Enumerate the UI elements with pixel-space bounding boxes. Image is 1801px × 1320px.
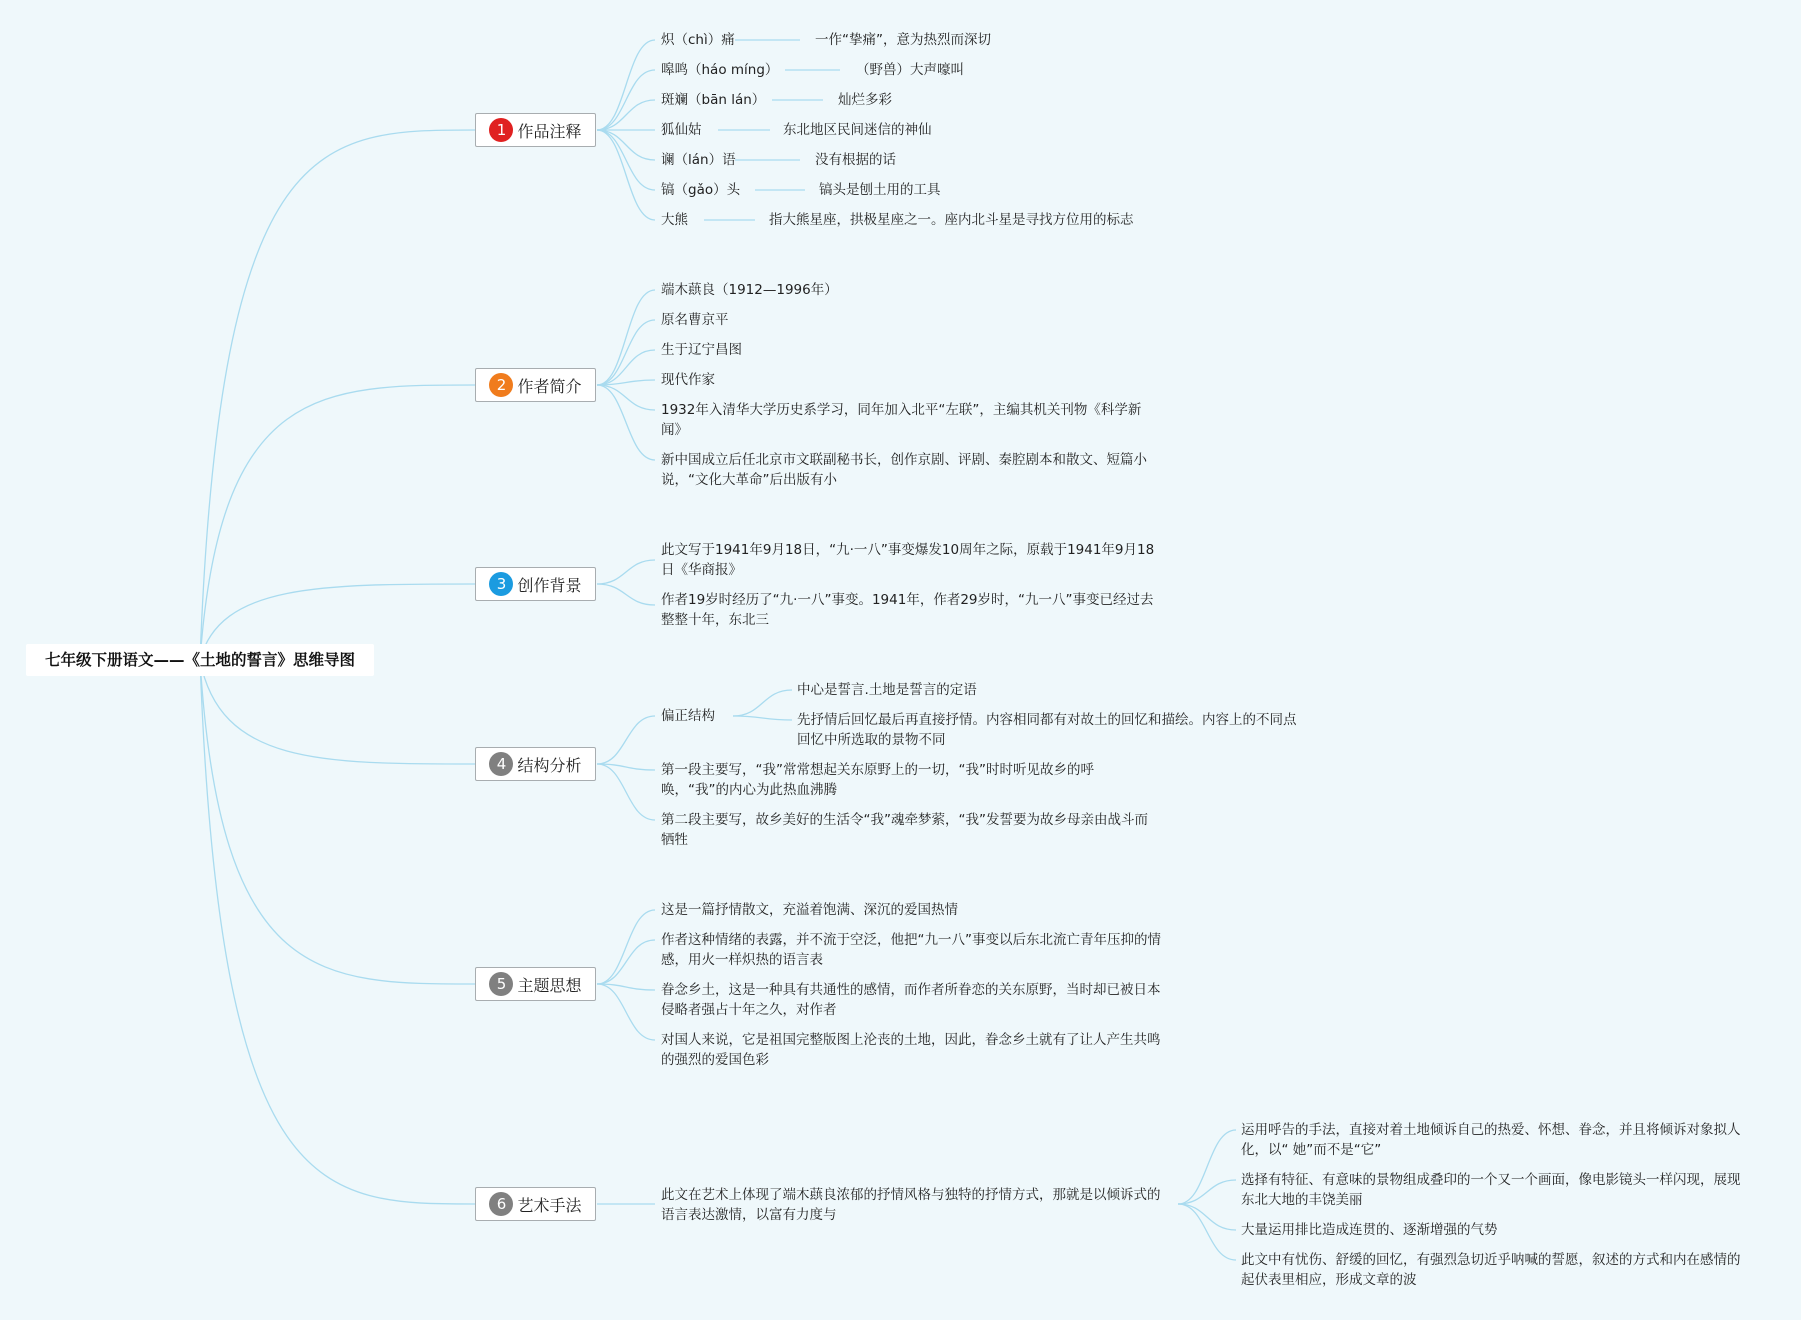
- author-link: [597, 320, 655, 385]
- technique-sub-link: [1178, 1180, 1236, 1204]
- theme-link: [597, 910, 655, 984]
- structure-sub-topic[interactable]: 偏正结构: [661, 708, 715, 724]
- author-link: [597, 385, 655, 410]
- term-lanyu[interactable]: 谰（lán）语: [661, 152, 736, 168]
- annotation-link: [597, 130, 655, 160]
- branch-label: 结构分析: [517, 755, 582, 775]
- term-daxiong[interactable]: 大熊: [661, 212, 688, 228]
- branch-label: 作者简介: [517, 376, 582, 396]
- theme-item[interactable]: 眷念乡土，这是一种具有共通性的感情，而作者所眷恋的关东原野，当时却已被日本侵略者强占十年之久，对作者: [661, 982, 1161, 1018]
- def-haoming[interactable]: （野兽）大声嚎叫: [856, 62, 964, 78]
- technique-item[interactable]: 选择有特征、有意味的景物组成叠印的一个又一个画面，像电影镜头一样闪现，展现东北大地的丰饶美丽: [1241, 1172, 1741, 1208]
- def-banlan[interactable]: 灿烂多彩: [838, 92, 892, 108]
- branch-structure[interactable]: [475, 747, 596, 781]
- technique-item[interactable]: 大量运用排比造成连贯的、逐渐增强的气势: [1241, 1222, 1498, 1238]
- technique-sub-link: [1178, 1130, 1236, 1204]
- author-link: [597, 290, 655, 385]
- technique-item[interactable]: 此文中有忧伤、舒缓的回忆，有强烈急切近乎呐喊的誓愿，叙述的方式和内在感情的起伏表里相应，形成文章的波: [1241, 1252, 1741, 1288]
- badge-3: 3: [489, 572, 513, 596]
- badge-4: 4: [489, 752, 513, 776]
- branch-label: 创作背景: [517, 575, 582, 595]
- annotation-link: [597, 130, 655, 220]
- theme-item[interactable]: 作者这种情绪的表露，并不流于空泛，他把“九一八”事变以后东北流亡青年压抑的情感，用火一样炽热的语言表: [661, 932, 1161, 968]
- theme-item[interactable]: 这是一篇抒情散文，充溢着饱满、深沉的爱国热情: [661, 902, 958, 918]
- structure-sub-item[interactable]: 中心是誓言.土地是誓言的定语: [797, 682, 977, 698]
- annotation-link: [597, 100, 655, 130]
- structure-link: [597, 764, 655, 820]
- theme-item[interactable]: 对国人来说，它是祖国完整版图上沦丧的土地，因此，眷念乡土就有了让人产生共鸣的强烈的爱国色彩: [661, 1032, 1161, 1068]
- author-item[interactable]: 1932年入清华大学历史系学习，同年加入北平“左联”，主编其机关刊物《科学新闻》: [661, 402, 1142, 438]
- branch-label: 作品注释: [517, 121, 582, 141]
- author-item[interactable]: 端木蕻良（1912—1996年）: [661, 282, 838, 298]
- technique-sub-link: [1178, 1204, 1236, 1230]
- branch-theme[interactable]: [475, 967, 596, 1001]
- def-daxiong[interactable]: 指大熊星座，拱极星座之一。座内北斗星是寻找方位用的标志: [769, 212, 1134, 228]
- structure-sub-link: [733, 716, 792, 720]
- term-chitong[interactable]: 炽（chì）痛: [661, 32, 735, 48]
- root-link: [200, 660, 475, 1204]
- def-huxiangu[interactable]: 东北地区民间迷信的神仙: [783, 122, 932, 138]
- root-link: [200, 130, 475, 660]
- structure-item[interactable]: 第二段主要写，故乡美好的生活令“我”魂牵梦萦，“我”发誓要为故乡母亲由战斗而牺牲: [661, 812, 1148, 848]
- technique-sub-link: [1178, 1204, 1236, 1260]
- branch-label: 主题思想: [517, 975, 582, 995]
- term-huxiangu[interactable]: 狐仙姑: [661, 122, 702, 138]
- def-lanyu[interactable]: 没有根据的话: [815, 152, 896, 168]
- term-gaotou[interactable]: 镐（gǎo）头: [661, 182, 741, 198]
- author-link: [597, 385, 655, 460]
- badge-6: 6: [489, 1192, 513, 1216]
- central-topic[interactable]: 七年级下册语文——《土地的誓言》思维导图: [26, 644, 374, 676]
- annotation-link: [597, 40, 655, 130]
- annotation-link: [597, 130, 655, 190]
- background-link: [597, 560, 655, 584]
- branch-background[interactable]: [475, 567, 596, 601]
- technique-item[interactable]: 运用呼告的手法，直接对着土地倾诉自己的热爱、怀想、眷念，并且将倾诉对象拟人化，以“ 她”而不是“它”: [1241, 1122, 1741, 1158]
- branch-technique[interactable]: [475, 1187, 596, 1221]
- term-banlan[interactable]: 斑斓（bān lán）: [661, 92, 766, 108]
- author-item[interactable]: 原名曹京平: [661, 312, 729, 328]
- term-haoming[interactable]: 嗥鸣（háo míng）: [661, 62, 779, 78]
- author-item[interactable]: 新中国成立后任北京市文联副秘书长，创作京剧、评剧、秦腔剧本和散文、短篇小说，“文化大革命”后出版有小: [661, 452, 1147, 488]
- theme-link: [597, 984, 655, 1040]
- author-item[interactable]: 生于辽宁昌图: [661, 342, 742, 358]
- author-item[interactable]: 现代作家: [661, 372, 715, 388]
- structure-link: [597, 716, 655, 764]
- technique-main[interactable]: 此文在艺术上体现了端木蕻良浓郁的抒情风格与独特的抒情方式，那就是以倾诉式的语言表达激情，以富有力度与: [661, 1187, 1161, 1223]
- branch-annotations[interactable]: [475, 113, 596, 147]
- structure-sub-item[interactable]: 先抒情后回忆最后再直接抒情。内容相同都有对故土的回忆和描绘。内容上的不同点回忆中所选取的景物不同: [797, 712, 1297, 748]
- def-gaotou[interactable]: 镐头是刨土用的工具: [819, 182, 941, 198]
- badge-2: 2: [489, 373, 513, 397]
- badge-5: 5: [489, 972, 513, 996]
- theme-link: [597, 984, 655, 990]
- root-link: [200, 385, 475, 660]
- background-item[interactable]: 此文写于1941年9月18日，“九·一八”事变爆发10周年之际，原载于1941年9月18日《华商报》: [661, 542, 1155, 578]
- structure-link: [597, 764, 655, 770]
- badge-1: 1: [489, 118, 513, 142]
- annotation-link: [597, 70, 655, 130]
- branch-author[interactable]: [475, 368, 596, 402]
- root-link: [200, 660, 475, 984]
- structure-item[interactable]: 第一段主要写，“我”常常想起关东原野上的一切，“我”时时听见故乡的呼唤，“我”的内心为此热血沸腾: [661, 762, 1094, 798]
- def-chitong[interactable]: 一作“挚痛”，意为热烈而深切: [815, 32, 991, 48]
- background-link: [597, 584, 655, 605]
- structure-sub-link: [733, 690, 792, 716]
- branch-label: 艺术手法: [517, 1195, 582, 1215]
- background-item[interactable]: 作者19岁时经历了“九·一八”事变。1941年，作者29岁时，“九一八”事变已经过去整整十年，东北三: [661, 592, 1154, 628]
